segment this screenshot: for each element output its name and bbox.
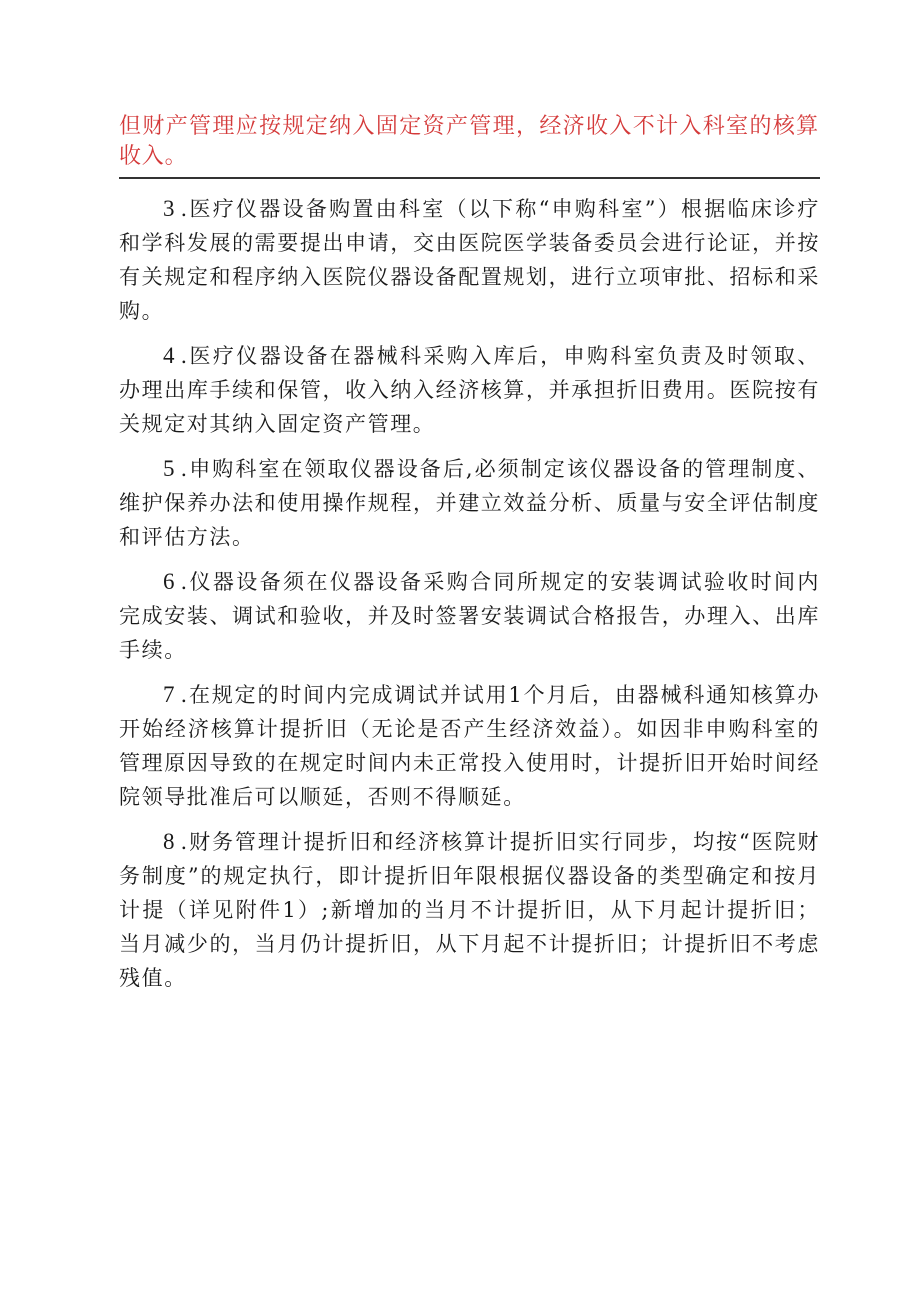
paragraph-text: .在规定的时间内完成调试并试用1个月后，由器械科通知核算办开始经济核算计提折旧（无论是否产生经济效益）。如因非申购科室的管理原因导致的在规定时间内未正常投入使用时，计提折旧开始时间经院领导批准后可以顺延，否则不得顺延。 — [119, 683, 820, 809]
header-note: 但财产管理应按规定纳入固定资产管理，经济收入不计入科室的核算收入。 — [119, 114, 819, 169]
paragraph-number: 3 — [163, 196, 175, 221]
paragraph-text: .申购科室在领取仪器设备后,必须制定该仪器设备的管理制度、维护保养办法和使用操作规程，并建立效益分析、质量与安全评估制度和评估方法。 — [119, 457, 820, 549]
paragraph-4 — [119, 339, 820, 441]
paragraph-text: .仪器设备须在仪器设备采购合同所规定的安装调试验收时间内完成安装、调试和验收，并及时签署安装调试合格报告，办理入、出库手续。 — [119, 570, 820, 662]
paragraph-8 — [119, 825, 820, 995]
paragraph-6 — [119, 565, 820, 667]
paragraph-text: .医疗仪器设备在器械科采购入库后，申购科室负责及时领取、办理出库手续和保管，收入纳入经济核算，并承担折旧费用。医院按有关规定对其纳入固定资产管理。 — [119, 344, 820, 436]
document-body — [119, 192, 820, 1006]
paragraph-number: 8 — [163, 829, 175, 854]
paragraph-number: 7 — [163, 682, 175, 707]
paragraph-7 — [119, 678, 820, 814]
paragraph-number: 6 — [163, 569, 175, 594]
paragraph-5 — [119, 452, 820, 554]
paragraph-number: 4 — [163, 343, 175, 368]
paragraph-text: .财务管理计提折旧和经济核算计提折旧实行同步，均按“医院财务制度”的规定执行，即计提折旧年限根据仪器设备的类型确定和按月计提（详见附件1）;新增加的当月不计提折旧，从下月起计提折旧；当月减少的，当月仍计提折旧，从下月起不计提折旧；计提折旧不考虑残值。 — [119, 830, 820, 990]
paragraph-number: 5 — [163, 456, 175, 481]
paragraph-text: .医疗仪器设备购置由科室（以下称“申购科室”）根据临床诊疗和学科发展的需要提出申请，交由医院医学装备委员会进行论证，并按有关规定和程序纳入医院仪器设备配置规划，进行立项审批、招标和采购。 — [119, 197, 820, 323]
header-divider — [119, 177, 820, 179]
paragraph-3 — [119, 192, 820, 328]
